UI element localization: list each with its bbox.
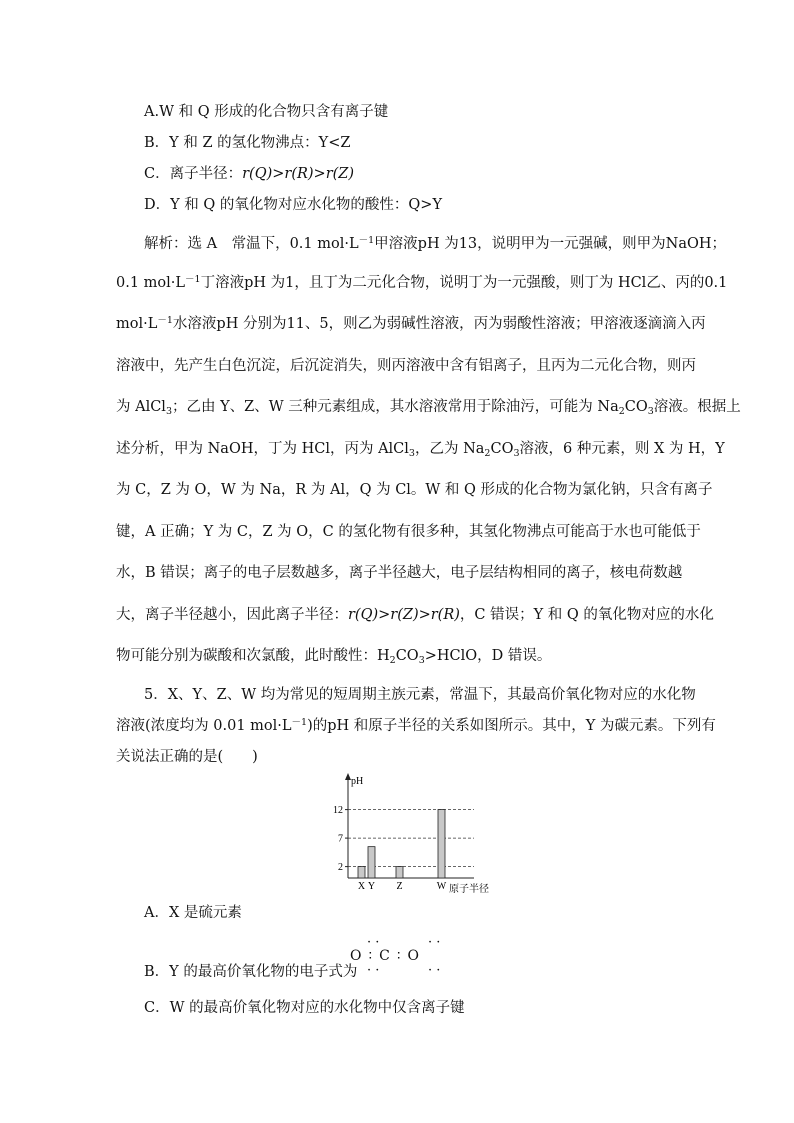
- y-tick-label-12: 12: [333, 805, 343, 817]
- category-label-Y: Y: [367, 881, 376, 892]
- analysis-line-8: 键，A 正确；Y 为 C，Z 为 O，C 的氢化物有很多种，其氢化物沸点可能高于水也可能低于: [116, 524, 701, 540]
- y-ticks: [333, 805, 348, 873]
- lone-pair-dots-1: · ·: [367, 935, 380, 950]
- bar-Y: [368, 847, 375, 878]
- q4-option-b: B．Y 和 Z 的氢化物沸点：Y<Z: [144, 135, 351, 151]
- lone-pair-dots-2: · ·: [428, 935, 441, 950]
- bar-X: [358, 867, 365, 878]
- analysis-line-6: 述分析，甲为 NaOH，丁为 HCl，丙为 AlCl$_3$，乙为 $Na_2CO_3$溶液，6 种元素，则 X 为 H，Y: [116, 441, 725, 459]
- analysis-line-3: $mol\cdot L^{-1}$水溶液pH 分别为11、5，则乙为弱碱性溶液，丙为弱酸性溶液；甲溶液逐滴滴入丙: [116, 315, 706, 332]
- q4-option-c-formula: r(Q)>r(R)>r(Z): [242, 166, 355, 182]
- y-tick-label-7: 7: [338, 833, 343, 845]
- category-label-X: X: [357, 881, 366, 892]
- y-axis-label: pH: [351, 776, 364, 787]
- co2-formula: O∶C∶O: [350, 948, 426, 964]
- q5-option-a: A．X 是硫元素: [144, 905, 242, 921]
- electron-formula: [350, 935, 456, 982]
- lone-pair-dots-4: · ·: [428, 963, 441, 978]
- ph-radius-chart: [326, 768, 498, 896]
- q5-stem-line-2: 溶液(浓度均为 0.01 $mol\cdot L^{-1}$)的pH 和原子半径的关系如图所示。其中，Y 为碳元素。下列有: [116, 717, 716, 734]
- q5-option-b: B．Y 的最高价氧化物的电子式为: [144, 964, 358, 980]
- analysis-line-11: 物可能分别为碳酸和次氯酸，此时酸性：$H_2CO_3>HClO$，D 错误。: [116, 648, 552, 666]
- analysis-line-7: 为 C，Z 为 O，W 为 Na，R 为 Al，Q 为 Cl。W 和 Q 形成的化合物为氯化钠，只含有离子: [116, 482, 713, 498]
- analysis-radius-formula: r(Q)>r(Z)>r(R): [348, 607, 460, 623]
- q5-option-c: C．W 的最高价氧化物对应的水化物中仅含离子键: [144, 1000, 465, 1016]
- analysis-line-4: 溶液中，先产生白色沉淀，后沉淀消失，则丙溶液中含有铝离子，且丙为二元化合物，则丙: [116, 358, 696, 374]
- category-label-W: W: [436, 881, 447, 892]
- q4-option-a: A.W 和 Q 形成的化合物只含有离子键: [144, 104, 389, 120]
- bars: [358, 810, 445, 878]
- analysis-line-10: 大，离子半径越小，因此离子半径：r(Q)>r(Z)>r(R)，C 错误；Y 和 Q 的氧化物对应的水化: [116, 607, 714, 623]
- x-axis-label: 原子半径: [449, 884, 489, 895]
- bar-W: [438, 810, 445, 878]
- category-label-Z: Z: [396, 881, 403, 892]
- q5-stem-line-1: 5．X、Y、Z、W 均为常见的短周期主族元素，常温下，其最高价氧化物对应的水化物: [144, 687, 696, 703]
- lone-pair-dots-3: · ·: [367, 963, 380, 978]
- bar-Z: [396, 867, 403, 878]
- analysis-line-1: 解析：选 A 常温下，0.1 $mol\cdot L^{-1}$甲溶液pH 为13，说明甲为一元强碱，则甲为NaOH；: [144, 235, 727, 252]
- q4-option-d: D．Y 和 Q 的氧化物对应水化物的酸性：Q>Y: [144, 197, 443, 213]
- gridlines: [348, 810, 474, 867]
- analysis-line-2: 0.1 $mol\cdot L^{-1}$丁溶液pH 为1，且丁为二元化合物，说明丁为一元强酸，则丁为 HCl乙、丙的0.1: [116, 274, 728, 291]
- category-labels: [358, 881, 447, 892]
- q4-option-c: C．离子半径：r(Q)>r(R)>r(Z): [144, 166, 355, 182]
- analysis-line-9: 水，B 错误；离子的电子层数越多，离子半径越大，电子层结构相同的离子，核电荷数越: [116, 565, 683, 581]
- y-tick-label-2: 2: [338, 862, 343, 874]
- analysis-line-5: 为 AlCl$_3$；乙由 Y、Z、W 三种元素组成，其水溶液常用于除油污，可能为 $Na_2CO_3$溶液。根据上: [116, 399, 741, 417]
- q5-stem-line-3: 关说法正确的是( ): [116, 749, 258, 765]
